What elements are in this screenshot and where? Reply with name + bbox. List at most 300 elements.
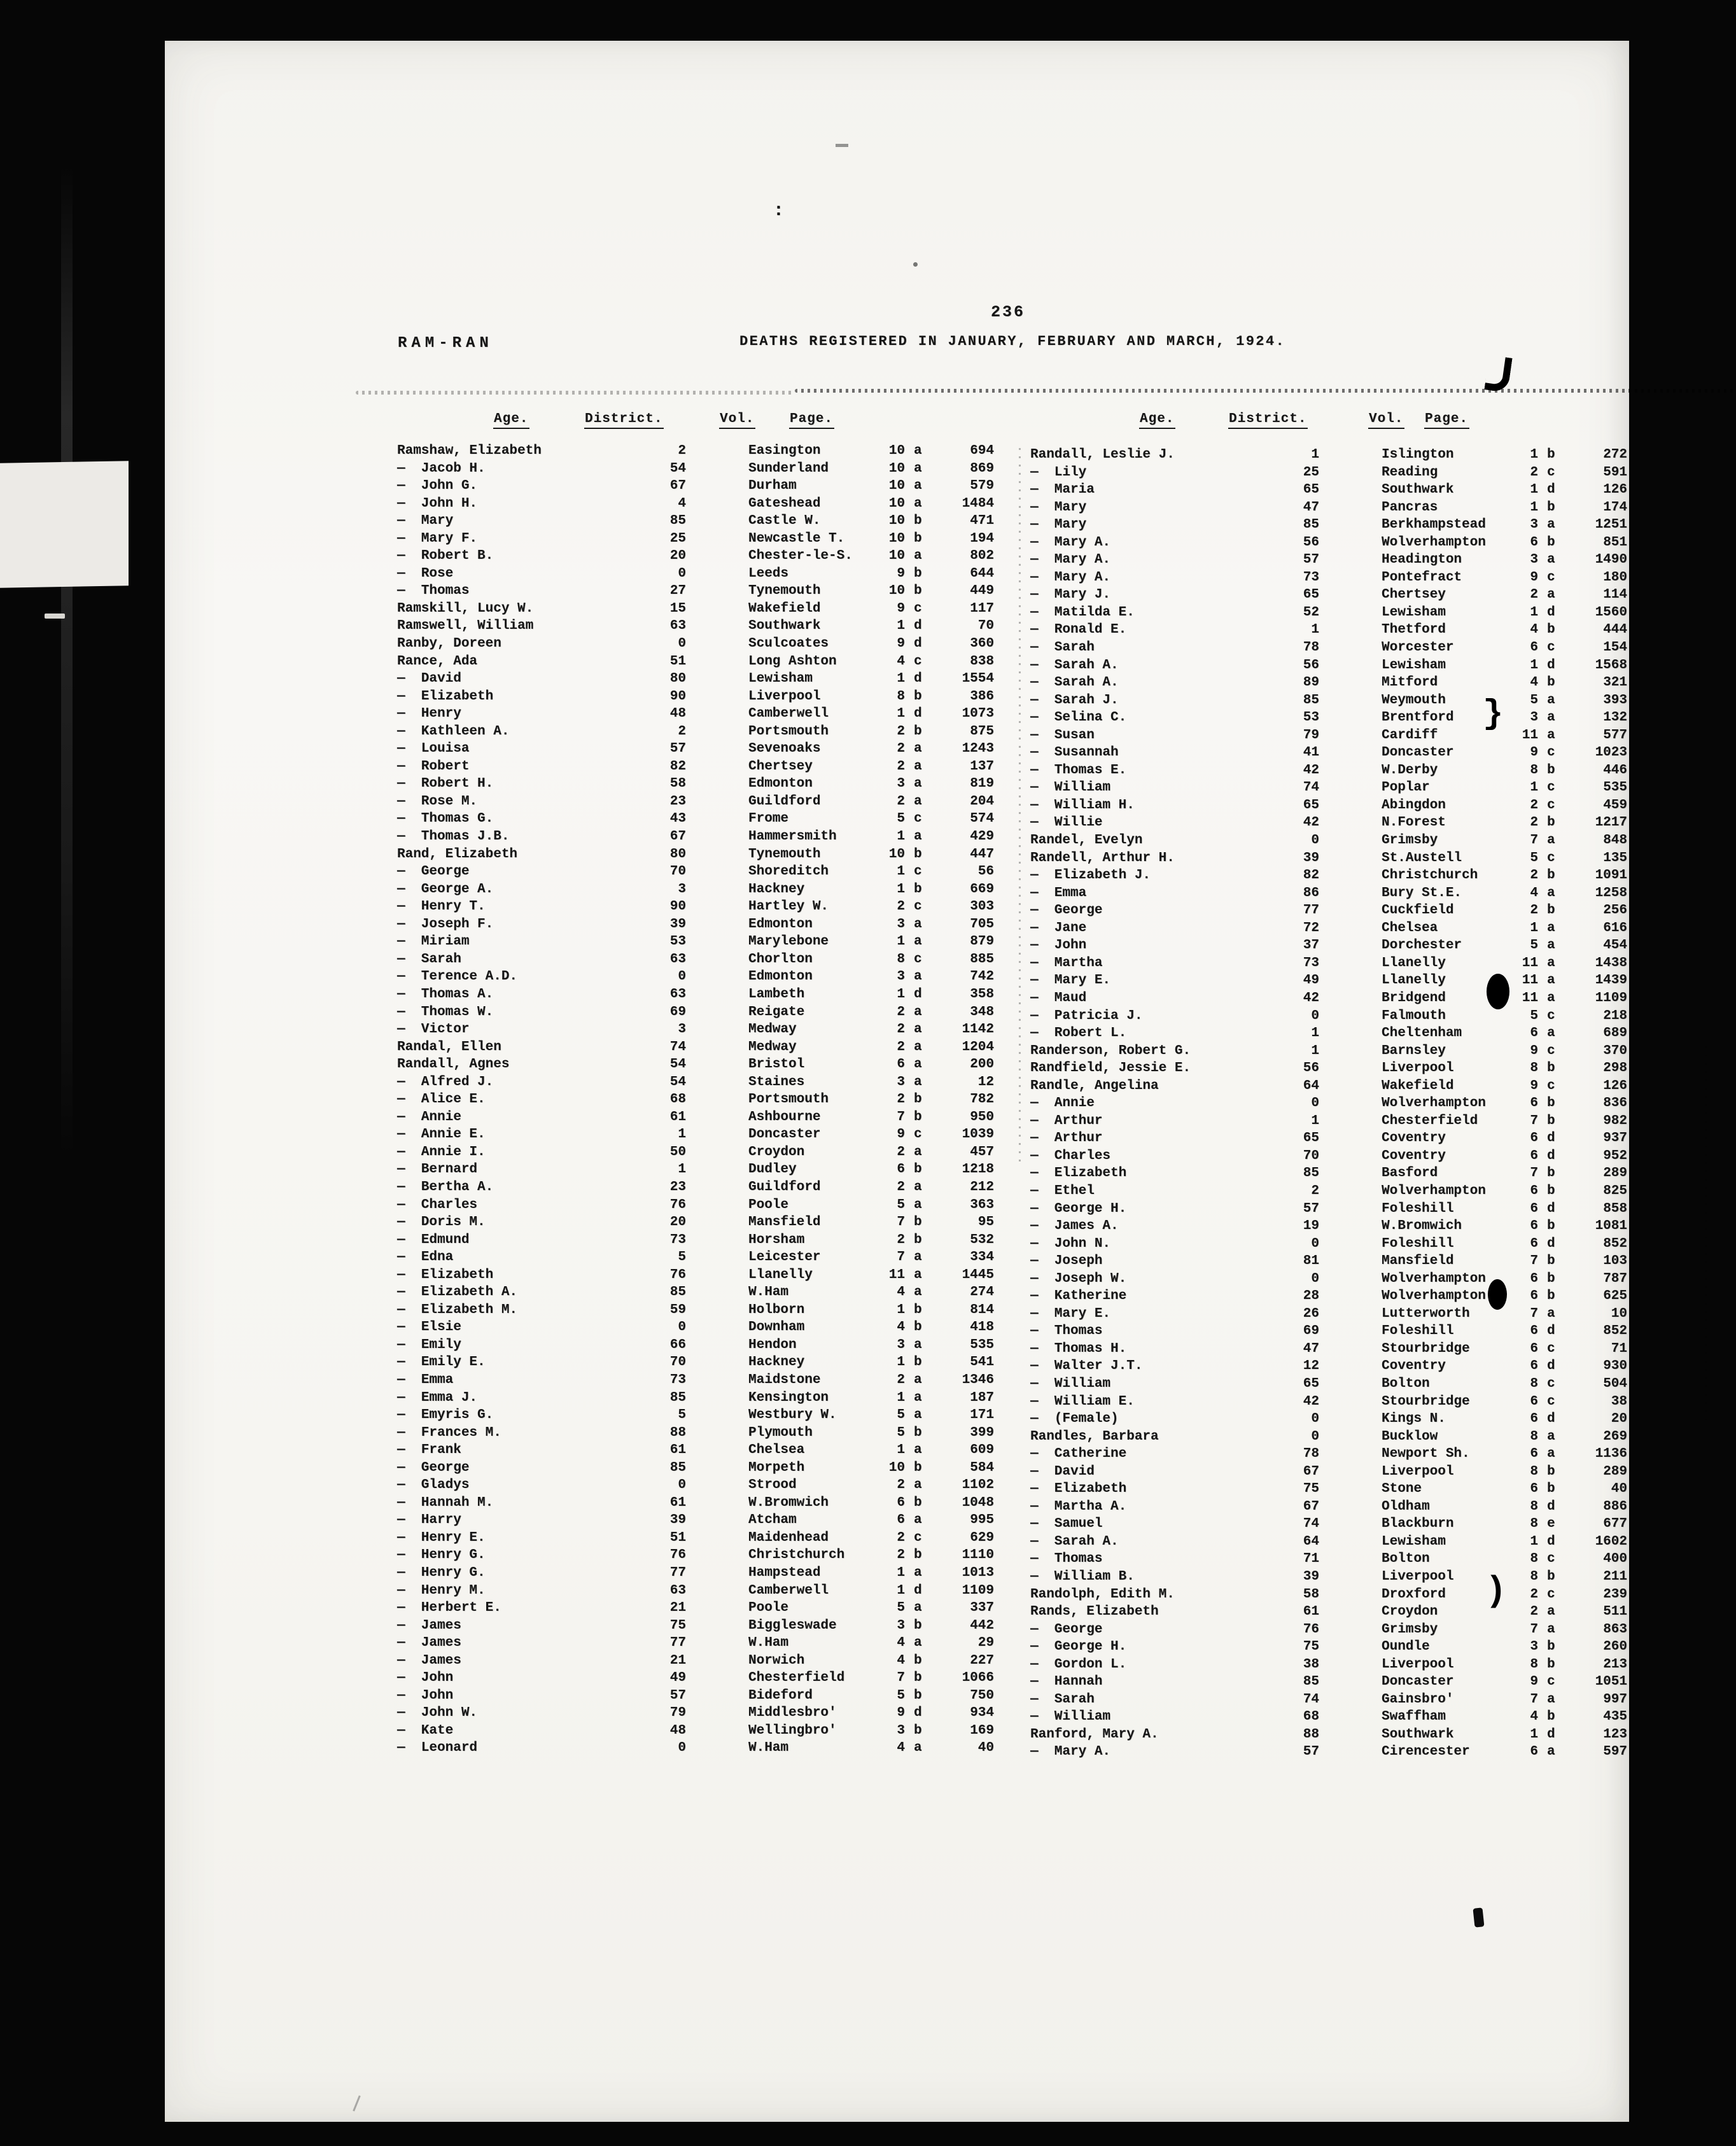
entry-name: — Patricia J. [1030, 1008, 1143, 1023]
entry-vol-number: 6 [1530, 640, 1538, 656]
entry-vol-letter: d [914, 1706, 922, 1721]
entry-vol-letter: c [914, 1127, 922, 1142]
entry-name: — Henry G. [397, 1566, 486, 1580]
entry-page: 577 [1603, 727, 1627, 743]
entry-district: Hackney [748, 881, 805, 897]
entry-row [1030, 1112, 1641, 1130]
entry-vol-number: 8 [1530, 1499, 1538, 1514]
entry-row [397, 1074, 1008, 1091]
entry-age: 72 [1303, 920, 1319, 936]
entry-name: — Walter J.T. [1030, 1359, 1143, 1374]
entry-age: 42 [1303, 815, 1319, 831]
entry-age: 26 [1303, 1306, 1319, 1321]
entry-district: Doncaster [748, 1127, 821, 1142]
entry-district: Chelsea [1382, 920, 1438, 936]
entry-row [1030, 1498, 1641, 1516]
entry-page: 782 [970, 1092, 994, 1107]
entry-row [397, 1196, 1008, 1214]
entry-row [397, 1441, 1008, 1459]
entry-vol-number: 10 [888, 479, 905, 494]
entry-row [1030, 1147, 1641, 1165]
entry-name: — Bernard [397, 1162, 478, 1177]
entry-name: — Terence A.D. [397, 969, 518, 985]
entry-vol-number: 2 [897, 1004, 905, 1020]
entry-name: — Arthur [1030, 1131, 1103, 1146]
entry-age: 42 [1303, 990, 1319, 1006]
entry-vol-number: 2 [897, 1179, 905, 1195]
entry-vol-number: 3 [1530, 517, 1538, 533]
entry-vol-letter: c [1547, 1587, 1555, 1602]
entry-district: Westbury W. [748, 1408, 837, 1423]
entry-district: Oundle [1382, 1639, 1430, 1655]
entry-page: 838 [970, 654, 994, 669]
page-number: 236 [991, 303, 1026, 321]
entry-name: — John N. [1030, 1236, 1111, 1251]
entry-page: 1346 [962, 1372, 994, 1387]
entry-page: 616 [1603, 920, 1627, 936]
entry-vol-letter: a [914, 1478, 922, 1493]
entry-row [397, 530, 1008, 548]
entry-vol-number: 9 [897, 566, 905, 581]
entry-row [397, 1319, 1008, 1336]
entry-vol-number: 6 [1530, 1359, 1538, 1374]
entry-district: Mitford [1382, 675, 1438, 691]
entry-age: 38 [1303, 1657, 1319, 1672]
entry-district: Wakefield [1382, 1078, 1454, 1093]
entry-age: 90 [669, 689, 686, 704]
entry-age: 48 [669, 1723, 686, 1738]
entry-vol-number: 6 [1530, 1236, 1538, 1251]
entry-name: — George [1030, 1622, 1103, 1637]
entry-vol-letter: a [1547, 833, 1555, 848]
entry-vol-number: 6 [1530, 1026, 1538, 1041]
entry-row [1030, 885, 1641, 902]
entry-name: — Sarah A. [1030, 657, 1119, 673]
entry-vol-number: 6 [1530, 1482, 1538, 1497]
entry-row [397, 1249, 1008, 1266]
entry-vol-number: 1 [897, 829, 905, 845]
entry-page: 442 [970, 1618, 994, 1633]
entry-vol-letter: a [914, 461, 922, 476]
entry-row [1030, 744, 1641, 762]
entry-age: 69 [669, 1004, 686, 1020]
entry-vol-number: 4 [897, 1653, 905, 1668]
entry-vol-letter: a [914, 1022, 922, 1037]
entry-row [1030, 1603, 1641, 1621]
entry-district: Castle W. [748, 514, 821, 529]
entry-vol-letter: a [1547, 1622, 1555, 1637]
entry-age: 3 [678, 1022, 686, 1037]
entry-vol-letter: d [914, 1583, 922, 1598]
entry-vol-number: 1 [1530, 447, 1538, 462]
entry-vol-number: 7 [1530, 1306, 1538, 1321]
entry-page: 40 [1611, 1482, 1627, 1497]
entry-name: — Elizabeth A. [397, 1285, 518, 1300]
entry-vol-letter: d [1547, 1534, 1555, 1549]
entry-vol-number: 3 [897, 916, 905, 932]
entry-district: Atcham [748, 1513, 797, 1528]
entry-vol-letter: d [1547, 1359, 1555, 1374]
entry-vol-number: 7 [897, 1215, 905, 1230]
entry-vol-number: 1 [1530, 1534, 1538, 1549]
entry-age: 42 [1303, 762, 1319, 778]
header-page-left: Page. [789, 412, 834, 429]
entry-age: 61 [669, 1443, 686, 1458]
entry-row [397, 1406, 1008, 1424]
entry-district: Doncaster [1382, 1674, 1454, 1690]
entry-vol-letter: a [1547, 920, 1555, 936]
entry-district: Medway [748, 1039, 797, 1055]
entry-page: 269 [1603, 1429, 1627, 1444]
entry-name: — Thomas [1030, 1324, 1103, 1339]
entry-name: — Sarah A. [1030, 675, 1119, 691]
entry-page: 459 [1603, 797, 1627, 813]
entry-district: Camberwell [748, 1583, 829, 1598]
entry-vol-letter: b [914, 1162, 922, 1177]
entry-vol-number: 4 [1530, 1709, 1538, 1725]
entry-name: — Emma [1030, 885, 1087, 901]
entry-vol-letter: c [1547, 797, 1555, 813]
entry-page: 289 [1603, 1166, 1627, 1181]
entry-page: 272 [1603, 447, 1627, 462]
entry-district: Stourbridge [1382, 1394, 1470, 1409]
entry-age: 49 [1303, 973, 1319, 988]
entry-name: — John [397, 1671, 454, 1686]
entry-page: 71 [1611, 1341, 1627, 1356]
entry-vol-letter: b [1547, 1657, 1555, 1672]
entry-age: 1 [1311, 1043, 1319, 1058]
entry-district: Bury St.E. [1382, 885, 1462, 901]
entry-row [1030, 1235, 1641, 1253]
entry-district: Poole [748, 1601, 789, 1616]
entry-page: 1091 [1595, 868, 1627, 883]
entry-page: 1218 [962, 1162, 994, 1177]
entry-district: Maidstone [748, 1372, 821, 1387]
entry-page: 70 [977, 619, 994, 634]
entry-vol-number: 4 [1530, 622, 1538, 638]
entry-age: 67 [669, 479, 686, 494]
entry-name: — Mary F. [397, 531, 478, 546]
entry-district: Bolton [1382, 1552, 1430, 1567]
entry-vol-letter: d [1547, 657, 1555, 673]
scan-dotted-margin-line [1705, 1046, 1707, 1422]
entry-vol-letter: c [1547, 1078, 1555, 1093]
entry-page: 885 [970, 951, 994, 967]
entry-district: Durham [748, 479, 797, 494]
entry-vol-letter: b [914, 1688, 922, 1703]
entry-vol-letter: b [914, 1653, 922, 1668]
entry-vol-letter: a [914, 1513, 922, 1528]
entry-vol-letter: a [914, 1039, 922, 1055]
entry-page: 117 [970, 601, 994, 616]
entry-vol-number: 1 [897, 1355, 905, 1370]
entry-age: 57 [669, 1688, 686, 1703]
entry-vol-number: 10 [888, 514, 905, 529]
entry-age: 65 [1303, 1131, 1319, 1146]
entry-name: — William B. [1030, 1569, 1135, 1584]
entry-vol-number: 8 [1530, 1464, 1538, 1479]
entry-vol-number: 1 [897, 986, 905, 1002]
entry-vol-letter: a [914, 1337, 922, 1352]
entry-page: 852 [1603, 1324, 1627, 1339]
entry-page: 1243 [962, 741, 994, 757]
entry-vol-number: 6 [1530, 1219, 1538, 1234]
entry-vol-letter: a [914, 496, 922, 511]
entry-page: 1554 [962, 671, 994, 687]
entry-name: — Mary A. [1030, 535, 1111, 550]
entry-vol-letter: d [914, 636, 922, 652]
entry-name: — Henry E. [397, 1530, 486, 1545]
entry-district: Hampstead [748, 1566, 821, 1580]
entry-vol-letter: a [914, 1074, 922, 1090]
entry-age: 37 [1303, 938, 1319, 953]
entry-row [1030, 1708, 1641, 1726]
entry-age: 0 [1311, 833, 1319, 848]
entry-name: — William [1030, 780, 1111, 796]
entry-vol-number: 2 [897, 794, 905, 809]
entry-district: Chesterfield [748, 1671, 845, 1686]
entry-row [397, 1354, 1008, 1371]
entry-age: 56 [1303, 535, 1319, 550]
entry-vol-number: 3 [1530, 552, 1538, 568]
entry-age: 77 [1303, 903, 1319, 918]
right-column-rows [1030, 446, 1641, 1761]
entry-age: 1 [678, 1127, 686, 1142]
entry-row [1030, 1568, 1641, 1586]
stray-colon-mark: : [773, 201, 784, 221]
entry-vol-letter: a [914, 916, 922, 932]
entry-age: 2 [678, 444, 686, 458]
entry-age: 48 [669, 706, 686, 722]
entry-name: Randolph, Edith M. [1030, 1587, 1175, 1602]
entry-vol-letter: b [1547, 675, 1555, 691]
entry-row [397, 1126, 1008, 1144]
entry-age: 61 [669, 1495, 686, 1510]
entry-age: 47 [1303, 1341, 1319, 1356]
entry-name: — Thomas H. [1030, 1341, 1127, 1356]
entry-age: 74 [1303, 1692, 1319, 1707]
entry-age: 76 [669, 1267, 686, 1282]
entry-row [397, 898, 1008, 916]
entry-name: — Ethel [1030, 1183, 1095, 1198]
entry-name: — Harry [397, 1513, 461, 1528]
entry-district: Doncaster [1382, 745, 1454, 761]
entry-district: Lambeth [748, 986, 805, 1002]
film-artifact-paren: ) [1485, 1571, 1507, 1611]
entry-vol-number: 6 [1530, 1341, 1538, 1356]
entry-name: — William H. [1030, 797, 1135, 813]
entry-row [1030, 832, 1641, 850]
entry-page: 20 [1611, 1412, 1627, 1427]
entry-vol-number: 7 [1530, 1254, 1538, 1269]
entry-page: 400 [1603, 1552, 1627, 1567]
entry-district: Holborn [748, 1302, 805, 1317]
entry-row [397, 705, 1008, 723]
entry-vol-number: 6 [1530, 1148, 1538, 1163]
entry-page: 848 [1603, 833, 1627, 848]
entry-row [397, 477, 1008, 495]
entry-vol-letter: a [914, 1250, 922, 1265]
entry-age: 85 [1303, 517, 1319, 533]
entry-row [397, 1511, 1008, 1529]
entry-age: 90 [669, 899, 686, 915]
entry-vol-number: 6 [1530, 1201, 1538, 1216]
entry-vol-letter: d [1547, 605, 1555, 620]
header-district-left: District. [584, 412, 664, 429]
entry-page: 200 [970, 1057, 994, 1072]
entry-district: Chesterfield [1382, 1113, 1478, 1128]
entry-age: 4 [678, 496, 686, 511]
entry-vol-number: 9 [897, 601, 905, 616]
entry-page: 348 [970, 1004, 994, 1020]
entry-district: Poole [748, 1197, 789, 1212]
entry-district: Gateshead [748, 496, 821, 511]
entry-vol-letter: b [914, 1671, 922, 1686]
entry-vol-letter: a [914, 549, 922, 564]
entry-vol-number: 10 [888, 496, 905, 511]
entry-name: — Elizabeth [1030, 1166, 1127, 1181]
entry-age: 73 [669, 1372, 686, 1387]
entry-row [1030, 1480, 1641, 1498]
entry-vol-letter: b [914, 531, 922, 546]
entry-age: 0 [678, 636, 686, 652]
entry-vol-letter: b [1547, 1254, 1555, 1269]
entry-vol-number: 3 [1530, 1639, 1538, 1655]
entry-row [397, 933, 1008, 951]
entry-district: Portsmouth [748, 1092, 829, 1107]
entry-name: — Susannah [1030, 745, 1119, 761]
entry-page: 303 [970, 899, 994, 915]
entry-vol-letter: a [914, 741, 922, 757]
entry-name: — Bertha A. [397, 1179, 494, 1195]
entry-vol-letter: a [914, 1267, 922, 1282]
entry-vol-letter: a [914, 1390, 922, 1405]
entry-name: — Thomas [1030, 1552, 1103, 1567]
entry-vol-letter: d [1547, 1236, 1555, 1251]
entry-vol-number: 8 [1530, 762, 1538, 778]
entry-age: 70 [669, 1355, 686, 1370]
entry-row [1030, 1165, 1641, 1182]
entry-name: — Sarah A. [1030, 1534, 1119, 1549]
entry-page: 1439 [1595, 973, 1627, 988]
entry-row [397, 723, 1008, 741]
entry-vol-letter: b [1547, 535, 1555, 550]
entry-page: 435 [1603, 1709, 1627, 1725]
entry-page: 535 [970, 1337, 994, 1352]
entry-vol-number: 6 [1530, 1447, 1538, 1462]
entry-row [397, 1634, 1008, 1652]
entry-district: Kensington [748, 1390, 829, 1405]
entry-age: 64 [1303, 1534, 1319, 1549]
entry-page: 212 [970, 1179, 994, 1195]
entry-vol-number: 5 [897, 1197, 905, 1212]
entry-name: — Thomas [397, 584, 470, 599]
entry-vol-number: 2 [897, 1548, 905, 1563]
entry-age: 74 [1303, 780, 1319, 796]
entry-name: Rance, Ada [397, 654, 478, 669]
entry-row [397, 617, 1008, 635]
entry-name: Ranby, Doreen [397, 636, 501, 652]
entry-vol-number: 5 [1530, 850, 1538, 866]
entry-vol-number: 11 [1522, 955, 1538, 971]
entry-vol-number: 1 [897, 619, 905, 634]
entry-vol-letter: b [914, 1215, 922, 1230]
entry-vol-letter: a [1547, 587, 1555, 603]
entry-district: Sunderland [748, 461, 829, 476]
entry-name: — Mary A. [1030, 1744, 1111, 1760]
entry-vol-letter: a [1547, 955, 1555, 971]
entry-district: Llanelly [1382, 955, 1446, 971]
paper-sheet [165, 41, 1629, 2122]
entry-name: — George H. [1030, 1201, 1127, 1216]
entry-row [397, 968, 1008, 986]
entry-name: — Henry [397, 706, 461, 722]
entry-row [397, 863, 1008, 881]
entry-vol-number: 11 [1522, 727, 1538, 743]
entry-district: Pancras [1382, 500, 1438, 515]
entry-age: 1 [1311, 447, 1319, 462]
entry-vol-letter: a [914, 1144, 922, 1160]
entry-page: 334 [970, 1250, 994, 1265]
entry-age: 39 [669, 916, 686, 932]
entry-row [397, 1476, 1008, 1494]
entry-district: Wolverhampton [1382, 1183, 1486, 1198]
entry-vol-number: 6 [1530, 1271, 1538, 1286]
entry-row [1030, 1445, 1641, 1463]
entry-page: 869 [970, 461, 994, 476]
entry-vol-letter: c [1547, 640, 1555, 656]
entry-district: Mansfield [1382, 1254, 1454, 1269]
entry-row [1030, 709, 1641, 727]
entry-page: 1136 [1595, 1447, 1627, 1462]
entry-vol-number: 1 [1530, 920, 1538, 936]
entry-name: — Henry G. [397, 1548, 486, 1563]
entry-page: 1204 [962, 1039, 994, 1055]
entry-name: — Frances M. [397, 1425, 501, 1440]
entry-age: 0 [678, 566, 686, 581]
entry-row [1030, 551, 1641, 569]
entry-district: Edmonton [748, 776, 813, 792]
entry-district: Middlesbro' [748, 1706, 837, 1721]
entry-vol-letter: d [1547, 1148, 1555, 1163]
entry-row [397, 758, 1008, 776]
entry-vol-number: 5 [1530, 692, 1538, 708]
entry-vol-letter: c [914, 1530, 922, 1545]
entry-page: 825 [1603, 1183, 1627, 1198]
entry-age: 80 [669, 846, 686, 862]
entry-row [397, 1669, 1008, 1687]
entry-row [1030, 1673, 1641, 1691]
entry-row [1030, 1340, 1641, 1358]
entry-vol-letter: a [1547, 1026, 1555, 1041]
entry-vol-letter: e [1547, 1517, 1555, 1532]
entry-row [1030, 1550, 1641, 1568]
entry-vol-number: 3 [1530, 710, 1538, 726]
entry-vol-letter: a [914, 1179, 922, 1195]
entry-age: 28 [1303, 1289, 1319, 1304]
entry-name: — James [397, 1653, 461, 1668]
entry-age: 78 [1303, 1447, 1319, 1462]
entry-age: 51 [669, 654, 686, 669]
entry-vol-number: 4 [1530, 885, 1538, 901]
entry-row [397, 1389, 1008, 1407]
entry-row [1030, 1621, 1641, 1639]
entry-vol-letter: b [1547, 1219, 1555, 1234]
film-edge-streak [61, 165, 73, 1158]
entry-vol-letter: c [1547, 465, 1555, 480]
entry-vol-number: 1 [1530, 780, 1538, 796]
header-age-left: Age. [493, 412, 529, 429]
